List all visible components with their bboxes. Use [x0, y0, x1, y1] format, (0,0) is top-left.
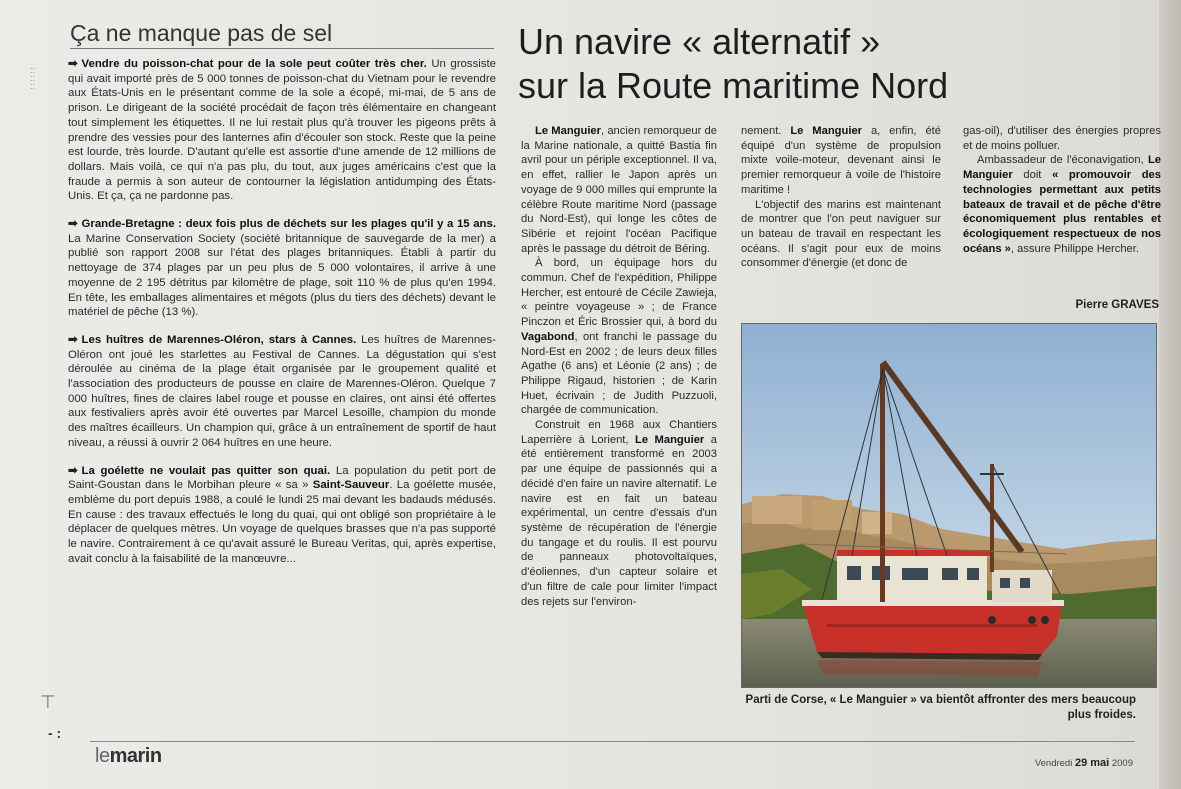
- ship-illustration: [742, 324, 1156, 687]
- margin-mark: ⊤: [40, 692, 56, 712]
- arrow-icon: ➡: [68, 333, 78, 346]
- body-text: nement.: [741, 125, 782, 137]
- body-text: À bord, un équipage hors du commun. Chef de l'expédition, Philippe Hercher, est entouré de Cécile Zawieja, « peintre voyageuse » ; de France Pinczon et Éric Brossier qui, à bord du: [521, 257, 717, 329]
- brief-text: Les huîtres de Marennes-Oléron ont joué les starlettes au Festival de Cannes. La dégustation qui s'est déroulée au cinéma de la plage était organisée par le groupement qualité et l'association des producteurs de pousse en claire de Marennes-Oléron. Quelque 7 000 huîtres, fines de claires label rouge et pousse en claires, ont ainsi été offertes aux festivaliers après avoir été ouvertes par Marcel Lesoille, champion du monde des maîtres écailleurs. Un champion qui, grâce à un entraînement de sportif de haut niveau, a réussi à ouvrir 2 064 huîtres en une heure.: [68, 333, 496, 449]
- brief-lead: Vendre du poisson-chat pour de la sole peut coûter très cher.: [81, 58, 427, 70]
- body-text: gas-oil), d'utiliser des énergies propres et de moins polluer.: [963, 125, 1161, 152]
- logo-name: marin: [109, 745, 162, 767]
- body-text: a été entièrement transformé en 2003 par une équipe de passionnés qui a décidé d'en faire un navire alternatif. Le navire est en fait un bateau expérimental, un centre d'essais d'un système de récupération de l'énergie du tangage et du roulis. Il est pourvu de panneaux photovoltaïques, d'éoliennes, d'un capteur solaire et d'un filtre de cale pour limiter l'impact des rejets sur l'environ-: [521, 433, 718, 608]
- article-column-1: [521, 124, 717, 609]
- body-text: a, enfin, été équipé d'un système de propulsion mixte voile-moteur, devenant ainsi le premier remorqueur à voile de l'histoire maritime !: [741, 125, 941, 196]
- brief-text: Un grossiste qui avait importé près de 5 000 tonnes de poisson-chat du Vietnam pour le revendre aux États-Unis en le présentant comme de la sole a écopé, mi-mai, de 5 ans de prison. Le dirigeant de la société procédait de façon très élémentaire en changeant tout simplement les étiquettes. Il ne lui restait plus qu'à trouver les pigeons prêts à prendre des vessies pour des lanternes afin d'écouler son stock. Reste que la peine est lourde, très lourde. D'autant qu'elle est assortie d'une amende de 12 millions de dollars. Mais voilà, ce qui n'a pas plu, du tout, aux juges américains c'est que la fraude a permis à son auteur de contourner la législation antidumping des États-Unis. Et ça, ça ne pardonne pas.: [68, 58, 496, 203]
- ship-name: Le Manguier: [535, 125, 601, 137]
- body-text: , assure Philippe Hercher.: [1010, 242, 1139, 255]
- ship-name: Vagabond: [521, 330, 575, 343]
- body-text: L'objectif des marins est maintenant de montrer que l'on peut naviguer sur un bateau de travail en respectant les océans. Il s'agit pour eux de moins consommer d'énergie (et donc de: [741, 198, 941, 270]
- article-column-2: [741, 124, 941, 271]
- body-text: , ancien remorqueur de la Marine nationale, a quitté Bastia fin avril pour un périple exceptionnel. Il va, en effet, rallier le Japon après un voyage de 9 000 milles qui emprunte la célèbre Route maritime Nord (passage du Nord-Est), qui longe les côtes de Sibérie et rejoint l'océan Pacifique après le passage du détroit de Béring.: [521, 125, 717, 255]
- ship-name: Le Manguier: [635, 433, 705, 446]
- brief-item: [68, 464, 496, 567]
- margin-dots: - :: [48, 725, 62, 741]
- footer-rule: [90, 741, 1135, 742]
- ship-photo: [741, 323, 1157, 688]
- article-headline: [518, 20, 1118, 108]
- issue-date: [1000, 757, 1133, 769]
- brief-text: La Marine Conservation Society (société britannique de sauvegarde de la mer) a publié son rapport 2008 sur l'état des plages britanniques. Établi à partir du nettoyage de 374 plages par un peu plus de 5 000 volontaires, il arrive à une moyenne de 2 195 détritus par kilomètre de plage, soit 110 % de plus qu'en 1994. En tête, les emballages alimentaires et mégots (plus du tiers des déchets) devant le matériel de pêche (13 %).: [68, 232, 496, 319]
- issue-day-month: 29 mai: [1074, 757, 1110, 769]
- ship-name: Le Manguier: [963, 154, 1161, 182]
- brief-lead: La goélette ne voulait pas quitter son quai.: [81, 464, 331, 477]
- headline-line-1: Un navire « alternatif »: [518, 21, 881, 62]
- section-kicker: Ça ne manque pas de sel: [70, 20, 494, 49]
- pull-quote: « promouvoir des technologies permettant aux petits bateaux de travail et de pêche d'être économiquement plus rentables et écologiquement respectueux de nos océans »: [963, 169, 1161, 255]
- body-text: , ont franchi le passage du Nord-Est en 2002 ; de leurs deux filles Agathe (6 ans) et Léonie (2 ans) ; de Philippe Rigaud, historien ; de Karin Huet, écrivain ; de Judith Puzzuoli, chargée de communication.: [521, 330, 717, 417]
- photo-caption: Parti de Corse, « Le Manguier » va bientôt affronter des mers beaucoup plus froides.: [745, 694, 1136, 721]
- arrow-icon: ➡: [68, 218, 78, 231]
- ship-name: Le Manguier: [790, 125, 863, 137]
- headline-line-2: sur la Route maritime Nord: [518, 65, 949, 106]
- briefs-column: [68, 20, 496, 567]
- article-column-3: [963, 124, 1161, 256]
- body-text: doit: [1023, 169, 1042, 182]
- brief-text: La population du petit port de Saint-Goustan dans le Morbihan pleure « sa »: [68, 464, 496, 492]
- publication-logo: [95, 745, 162, 768]
- brief-text: . La goélette musée, emblème du port depuis 1988, a coulé le lundi 25 mai devant les badauds médusés. En cause : des travaux effectués le long du quai, qui ont obligé son propriétaire à le déplacer de quelques mètres. Un voyage de quelques brasses que n'a pas supporté le navire. Contrairement à ce qu'avait assuré le Bureau Veritas, qui, après expertise, avait conclu à la faisabilité de la manœuvre...: [68, 479, 496, 565]
- margin-registration-marks: :: :: ::: [30, 65, 36, 91]
- brief-item: [68, 217, 496, 320]
- body-text: Ambassadeur de l'éconavigation,: [977, 154, 1144, 167]
- ship-name: Saint-Sauveur: [312, 479, 390, 492]
- issue-year: 2009: [1111, 758, 1133, 769]
- body-text: Construit en 1968 aux Chantiers Laperrière à Lorient,: [521, 419, 717, 446]
- arrow-icon: ➡: [68, 464, 78, 477]
- brief-item: [68, 333, 496, 451]
- logo-prefix: le: [95, 745, 110, 767]
- issue-weekday: Vendredi: [1034, 758, 1073, 769]
- page-edge: [1159, 0, 1181, 789]
- brief-item: [68, 57, 496, 204]
- byline: Pierre GRAVES: [1075, 299, 1159, 311]
- brief-lead: Grande-Bretagne : deux fois plus de déchets sur les plages qu'il y a 15 ans.: [81, 218, 496, 231]
- arrow-icon: ➡: [68, 58, 78, 70]
- brief-lead: Les huîtres de Marennes-Oléron, stars à Cannes.: [81, 333, 357, 346]
